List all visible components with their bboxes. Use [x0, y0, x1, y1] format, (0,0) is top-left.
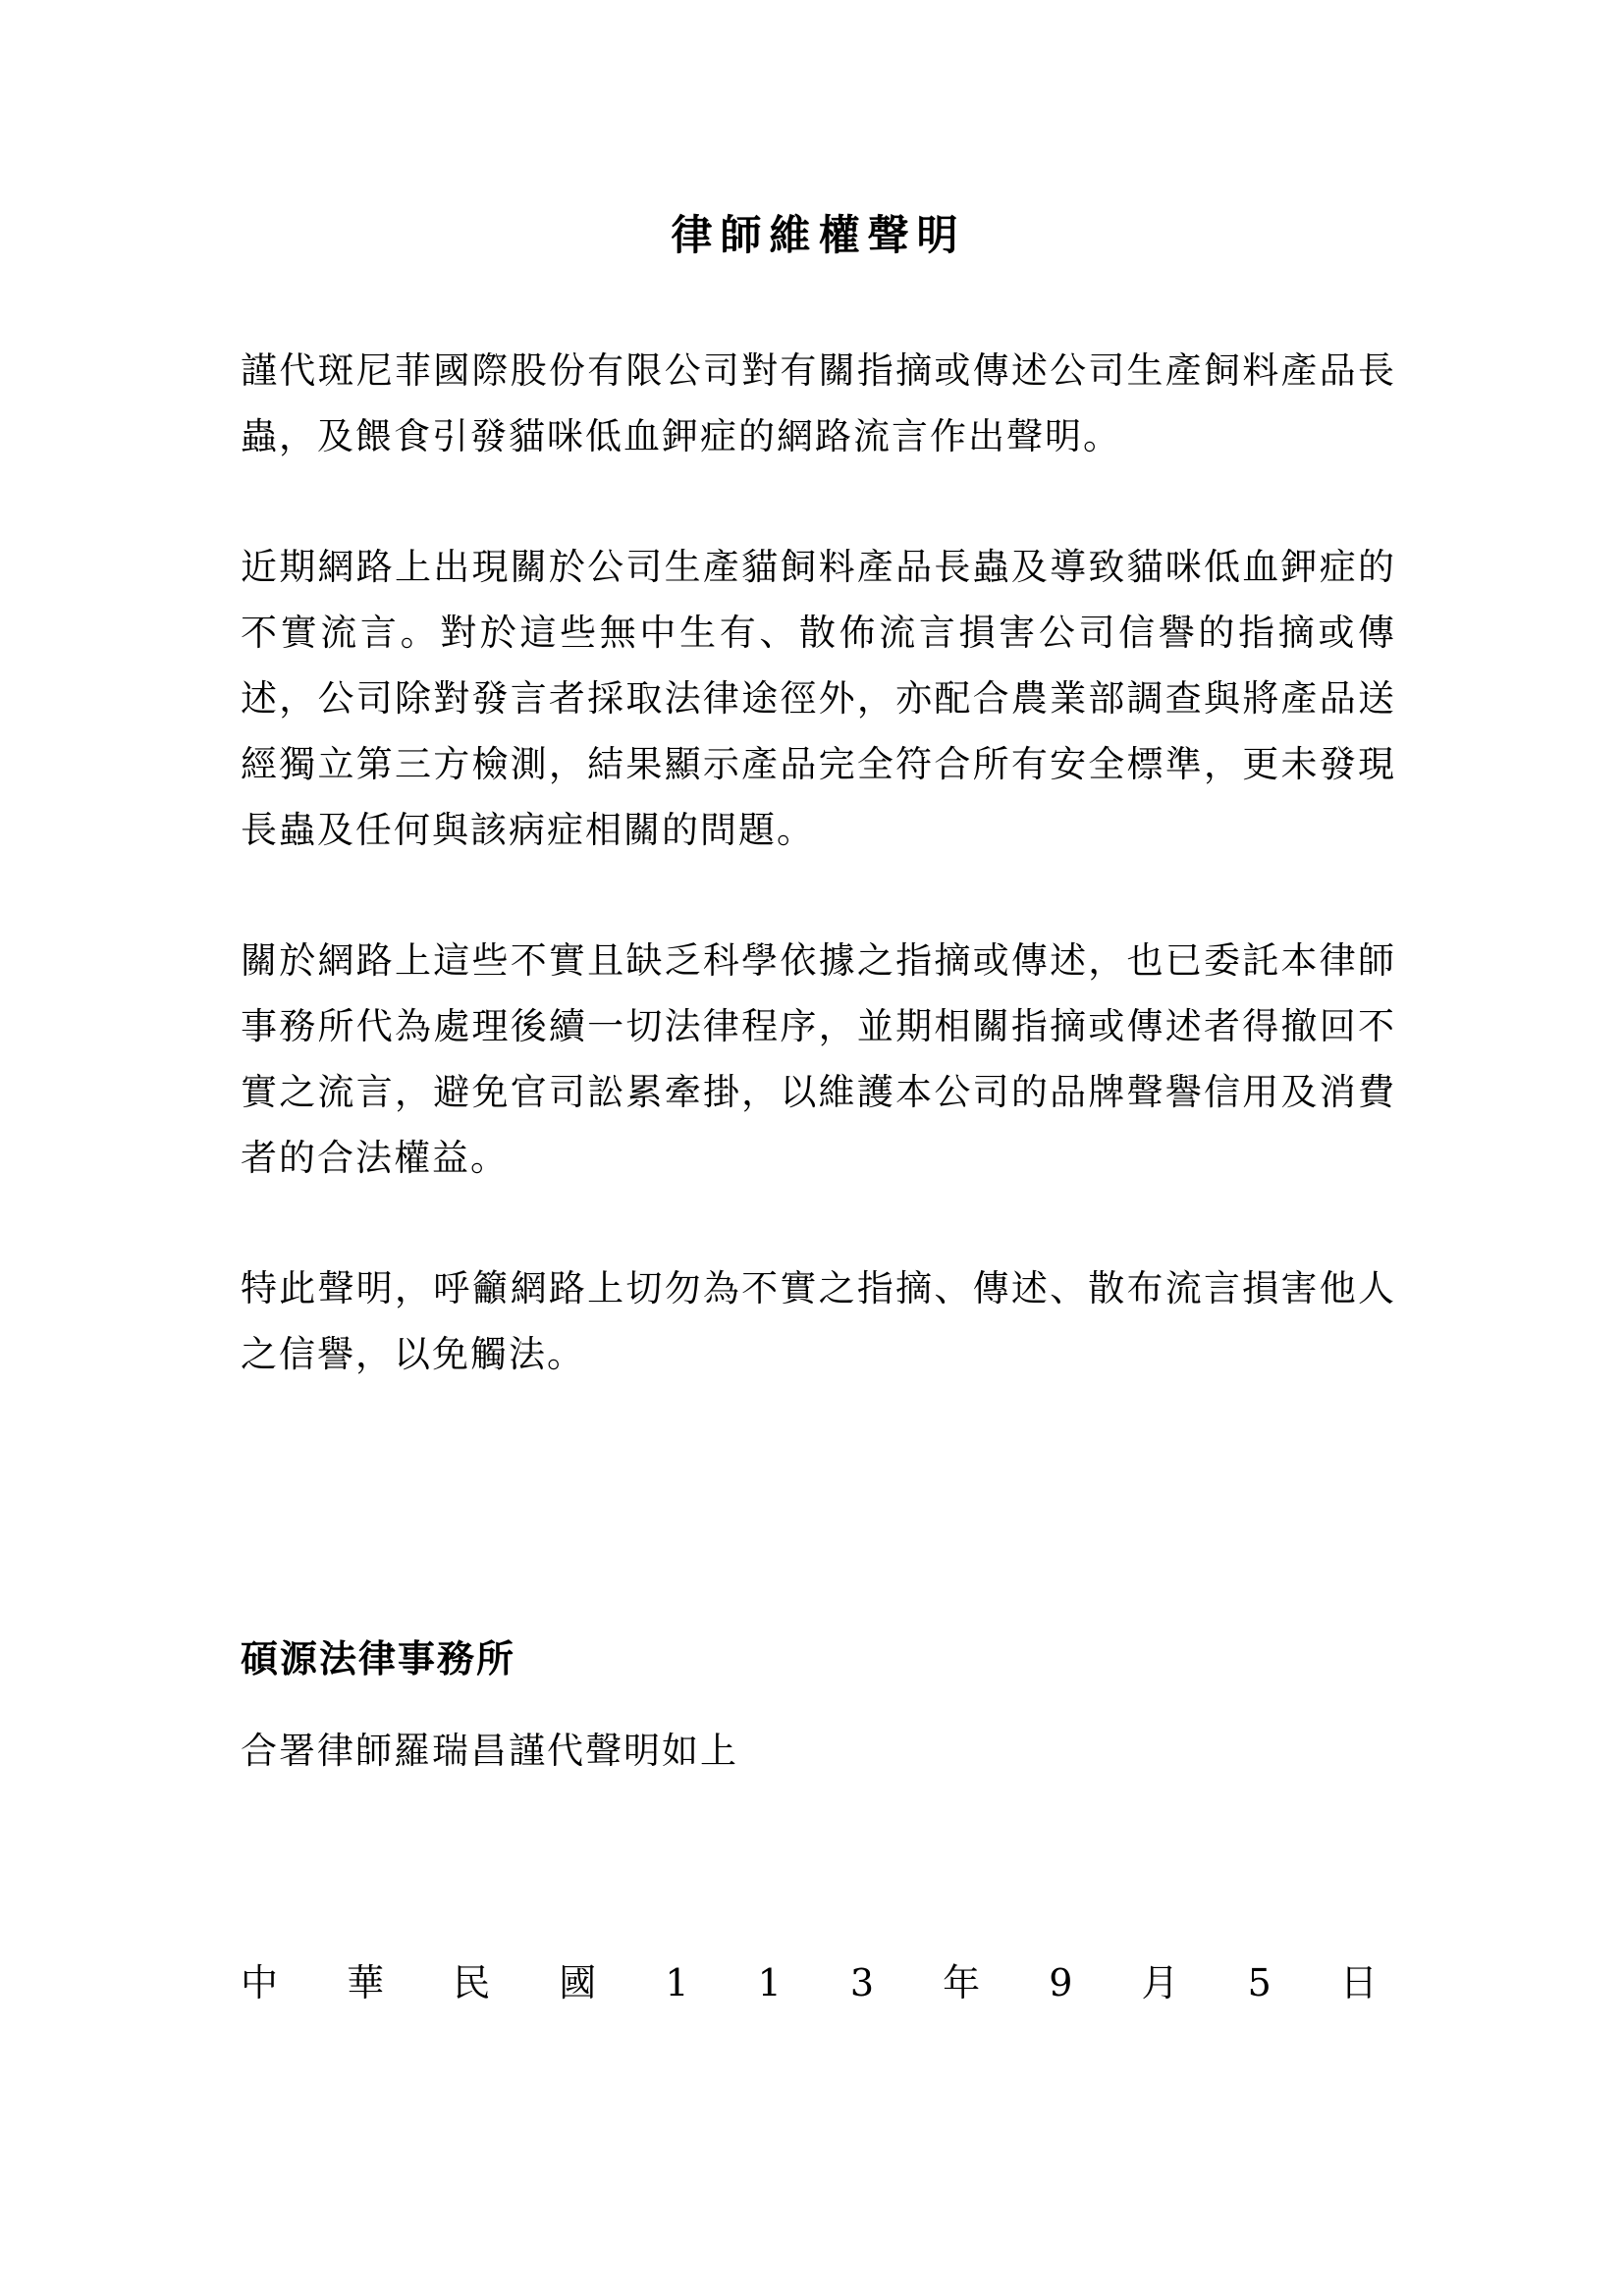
law-firm-name: 碩源法律事務所 — [241, 1636, 516, 1681]
signature-block — [241, 1634, 1396, 1776]
date-token: 華 — [347, 1961, 385, 2004]
paragraph-closing-appeal: 特此聲明，呼籲網路上切勿為不實之指摘、傳述、散布流言損害他人之信譽，以免觸法。 — [241, 1267, 1396, 1375]
date-token: 日 — [1339, 1961, 1378, 2004]
paragraph-intro: 謹代斑尼菲國際股份有限公司對有關指摘或傳述公司生產飼料產品長蟲，及餵食引發貓咪低血鉀症的網路流言作出聲明。 — [241, 349, 1396, 457]
lawyer-signature-line: 合署律師羅瑞昌謹代聲明如上 — [241, 1730, 738, 1772]
date-token: 1 — [665, 1961, 689, 2004]
date-token: 國 — [559, 1961, 597, 2004]
date-token: 5 — [1247, 1961, 1272, 2004]
date-token: 3 — [849, 1961, 875, 2004]
document-title: 律師維權聲明 — [671, 211, 966, 259]
date-token: 9 — [1049, 1961, 1073, 2004]
date-token: 民 — [453, 1961, 491, 2004]
paragraph-legal-action: 關於網路上這些不實且缺乏科學依據之指摘或傳述，也已委託本律師事務所代為處理後續一切法律程序，並期相關指摘或傳述者得撤回不實之流言，避免官司訟累牽掛，以維護本公司的品牌聲譽信用及消費者的合法權益。 — [241, 939, 1396, 1179]
date-token: 1 — [757, 1961, 782, 2004]
paragraph-facts: 近期網路上出現關於公司生產貓飼料產品長蟲及導致貓咪低血鉀症的不實流言。對於這些無中生有、散佈流言損害公司信譽的指摘或傳述，公司除對發言者採取法律途徑外，亦配合農業部調查與將產品送經獨立第三方檢測，結果顯示產品完全符合所有安全標準，更未發現長蟲及任何與該病症相關的問題。 — [241, 546, 1396, 851]
date-token: 中 — [241, 1961, 279, 2004]
date-token: 年 — [943, 1961, 981, 2004]
date-line — [241, 1958, 1378, 2007]
date-token: 月 — [1141, 1961, 1179, 2004]
